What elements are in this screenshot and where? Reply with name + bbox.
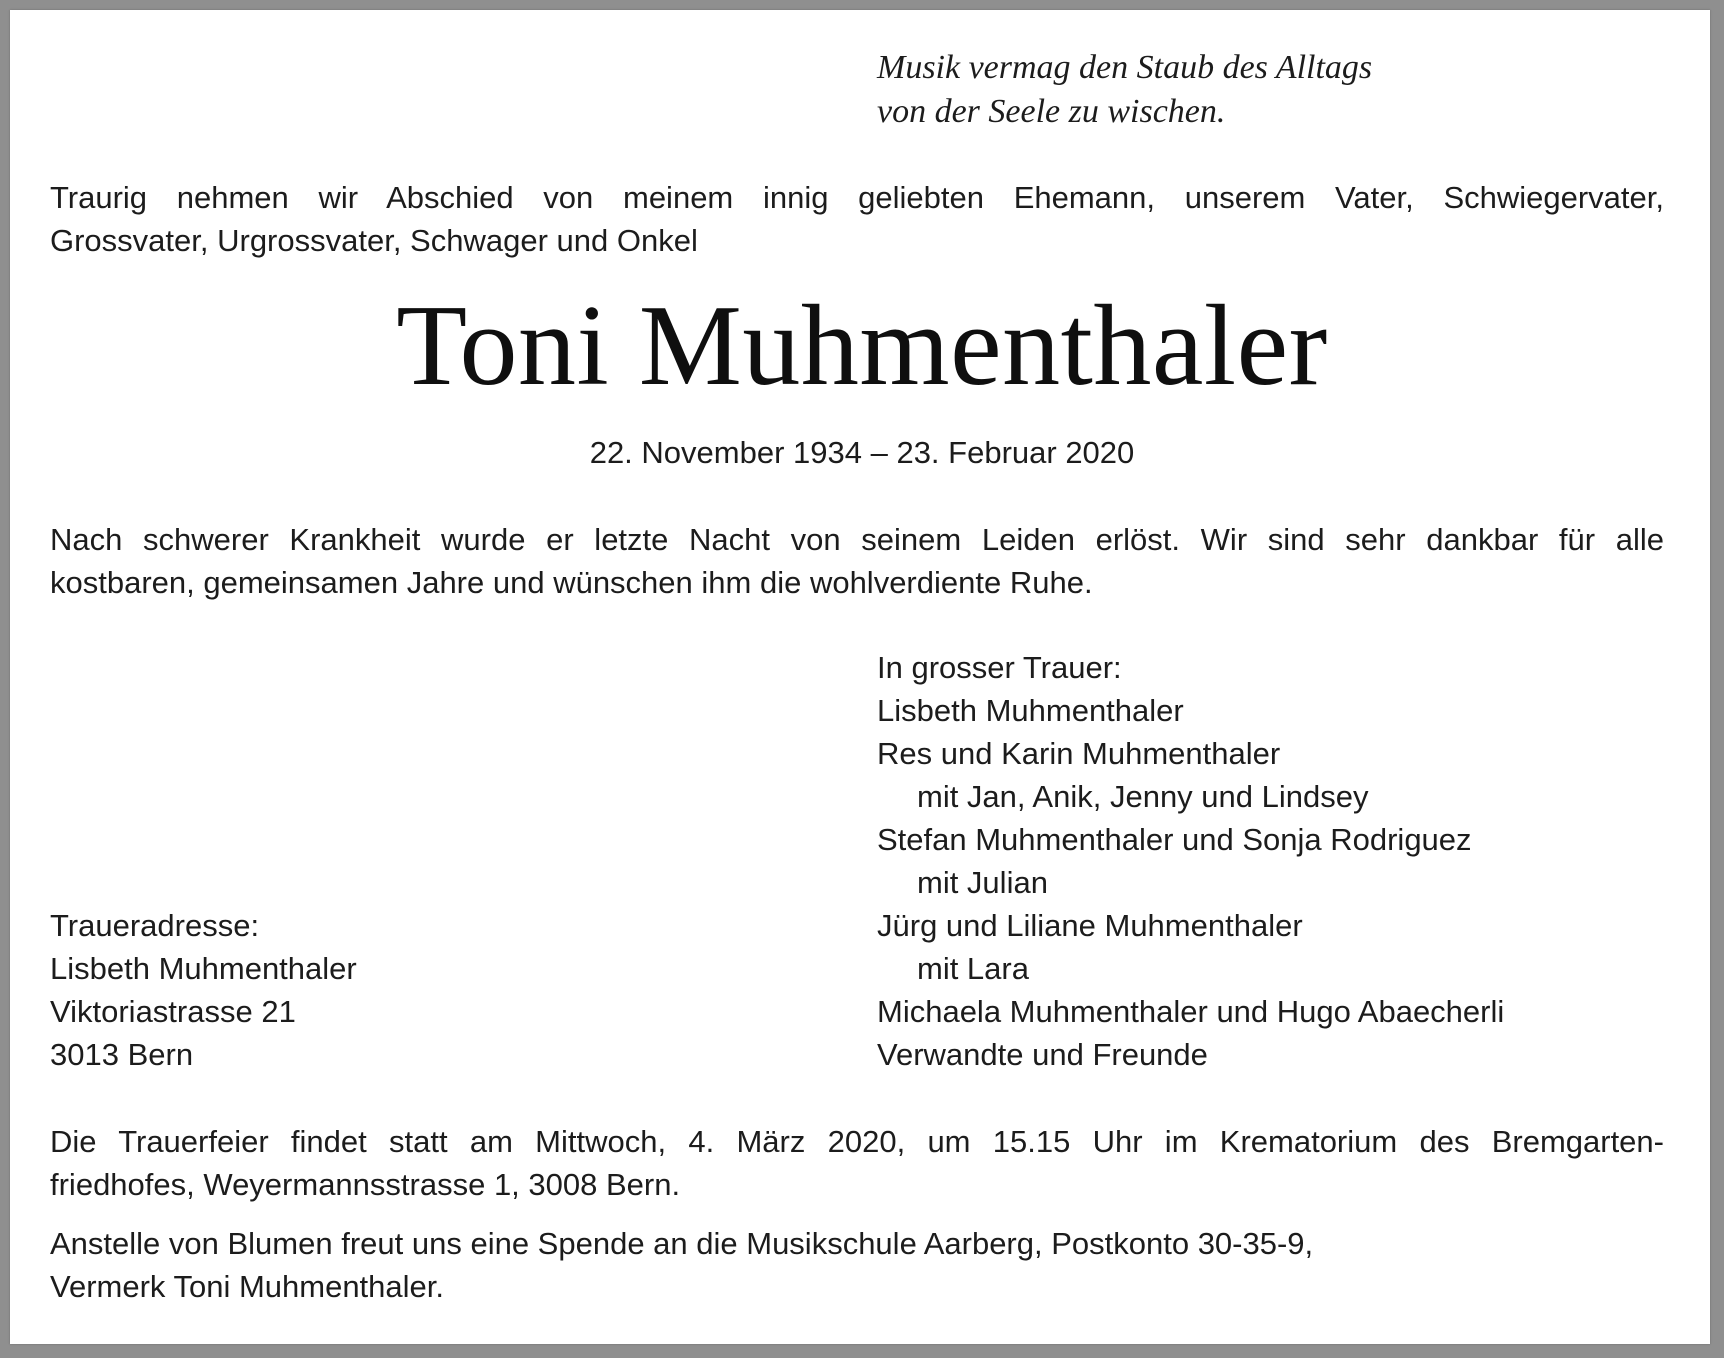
address-heading: Traueradresse: — [50, 908, 260, 943]
motto-line-1: Musik vermag den Staub des Alltags — [877, 49, 1373, 86]
motto-quote — [877, 46, 1657, 134]
address-city: 3013 Bern — [50, 1037, 194, 1072]
motto-line-2: von der Seele zu wischen. — [877, 93, 1226, 130]
mourning-address — [50, 904, 357, 1076]
intro-line-1: Traurig nehmen wir Abschied von meinem innig geliebten Ehemann, unserem Vater, Schwiegervater, — [50, 180, 1664, 215]
mourners-list — [877, 646, 1504, 1076]
address-street: Viktoriastrasse 21 — [50, 994, 296, 1029]
mourner-entry: Stefan Muhmenthaler und Sonja Rodriguez — [877, 822, 1472, 857]
mourner-entry: Jürg und Liliane Muhmenthaler — [877, 908, 1303, 943]
ceremony-line-1: Die Trauerfeier findet statt am Mittwoch, 4. März 2020, um 15.15 Uhr im Krematorium des Bremgarten- — [50, 1124, 1664, 1159]
donation-paragraph — [50, 1222, 1664, 1308]
illness-line-1: Nach schwerer Krankheit wurde er letzte Nacht von seinem Leiden erlöst. Wir sind sehr dankbar für alle — [50, 522, 1664, 557]
deceased-name: Toni Muhmenthaler — [396, 282, 1328, 410]
illness-line-2: kostbaren, gemeinsamen Jahre und wünschen ihm die wohlverdiente Ruhe. — [50, 565, 1093, 600]
life-dates: 22. November 1934 – 23. Februar 2020 — [589, 435, 1135, 470]
ceremony-paragraph — [50, 1120, 1664, 1206]
donation-line-2: Vermerk Toni Muhmenthaler. — [50, 1269, 445, 1304]
illness-paragraph — [50, 518, 1664, 604]
mourner-entry: Michaela Muhmenthaler und Hugo Abaecherli — [877, 994, 1505, 1029]
address-name: Lisbeth Muhmenthaler — [50, 951, 357, 986]
ceremony-line-2: friedhofes, Weyermannsstrasse 1, 3008 Bern. — [50, 1167, 681, 1202]
intro-line-2: Grossvater, Urgrossvater, Schwager und Onkel — [50, 223, 698, 258]
mourners-heading: In grosser Trauer: — [877, 650, 1122, 685]
mourner-children-entry: mit Jan, Anik, Jenny und Lindsey — [917, 779, 1369, 814]
mourner-entry: Lisbeth Muhmenthaler — [877, 693, 1184, 728]
mourner-children-entry: mit Lara — [917, 951, 1029, 986]
donation-line-1: Anstelle von Blumen freut uns eine Spende an die Musikschule Aarberg, Postkonto 30-35-9, — [50, 1226, 1314, 1261]
mourner-entry: Verwandte und Freunde — [877, 1037, 1208, 1072]
intro-paragraph — [50, 176, 1664, 262]
mourner-entry: Res und Karin Muhmenthaler — [877, 736, 1281, 771]
mourner-children-entry: mit Julian — [917, 865, 1048, 900]
